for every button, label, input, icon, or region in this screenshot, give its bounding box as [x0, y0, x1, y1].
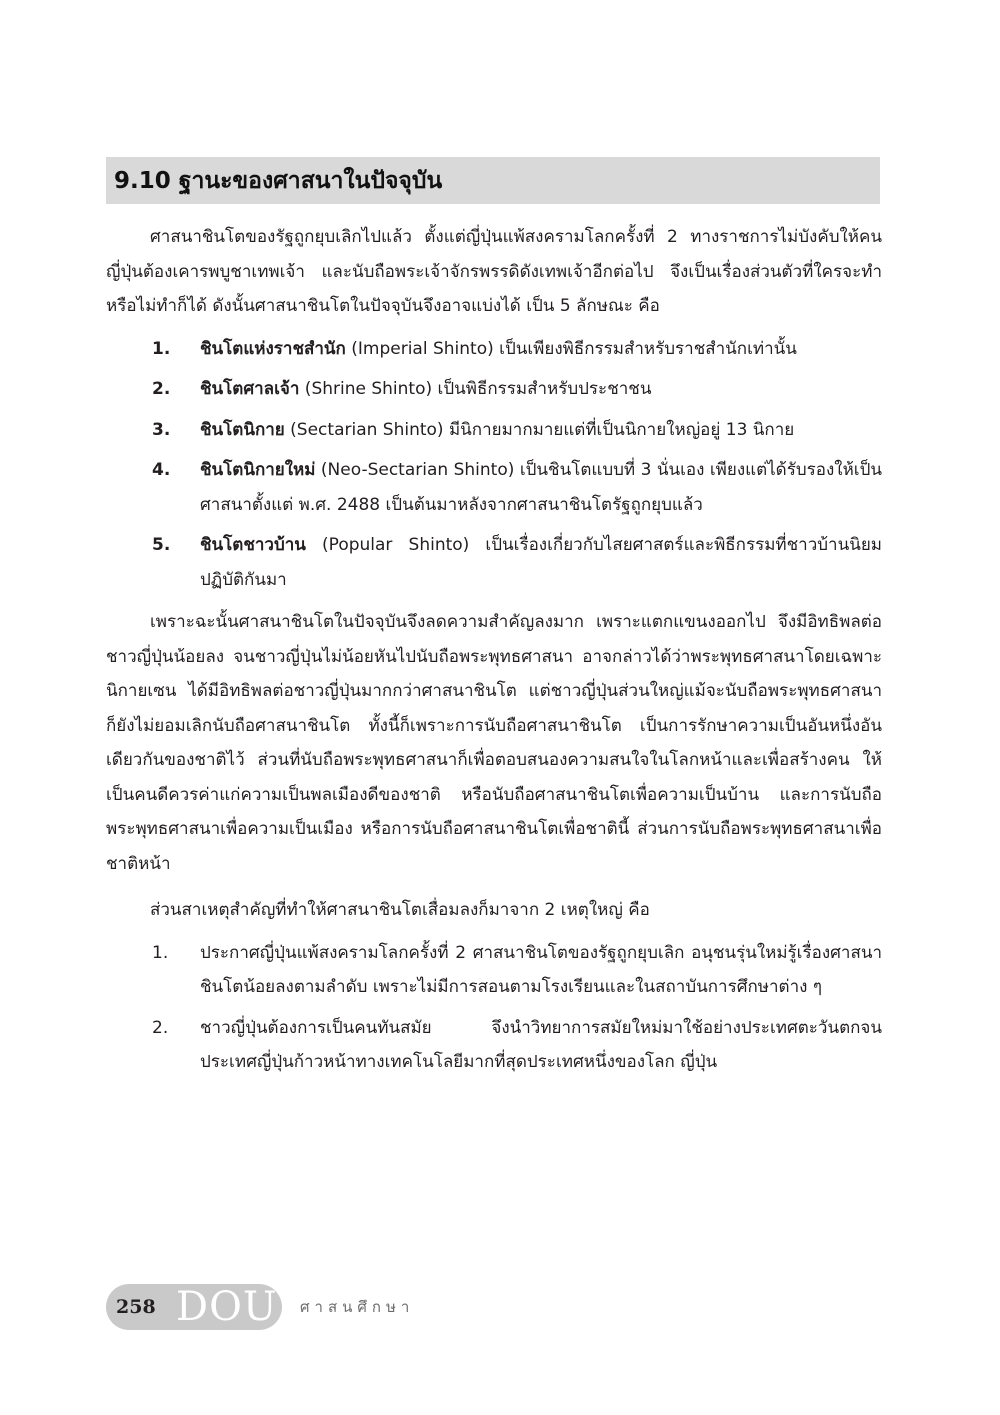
list-item-description: (Popular Shinto) เป็นเรื่องเกี่ยวกับไสยศาสตร์และพิธีกรรมที่ชาวบ้านนิยมปฏิบัติกันมา: [200, 535, 882, 590]
list-item: [106, 372, 882, 407]
list-item-number: 1.: [152, 338, 171, 359]
list-item-term: ชินโตนิกาย: [200, 419, 285, 440]
list-item-number: 5.: [152, 535, 171, 555]
course-name: ศาสนศึกษา: [300, 1298, 415, 1316]
intro-paragraph: ศาสนาชินโตของรัฐถูกยุบเลิกไปแล้ว ตั้งแต่ญี่ปุ่นแพ้สงครามโลกครั้งที่ 2 ทางราชการไม่บังคับให้คนญี่ปุ่นต้องเคารพบูชาเทพเจ้า และนับถือพระเจ้าจักรพรรดิดังเทพเจ้าอีกต่อไป จึงเป็นเรื่องส่วนตัวที่ใครจะทำหรือไม่ทำก็ได้ ดังนั้นศาสนาชินโตในปัจจุบันจึงอาจแบ่งได้ เป็น 5 ลักษณะ คือ: [106, 227, 882, 316]
list-item-number: 3.: [152, 419, 171, 440]
list-item: [106, 453, 882, 522]
list-item: [106, 1011, 882, 1080]
decline-causes-list: [106, 936, 882, 1080]
body-paragraph: เพราะฉะนั้นศาสนาชินโตในปัจจุบันจึงลดความสำคัญลงมาก เพราะแตกแขนงออกไป จึงมีอิทธิพลต่อชาวญี่ปุ่นน้อยลง จนชาวญี่ปุ่นไม่น้อยหันไปนับถือพระพุทธศาสนา อาจกล่าวได้ว่าพระพุทธศาสนาโดยเฉพาะนิกายเซน ได้มีอิทธิพลต่อชาวญี่ปุ่นมากกว่าศาสนาชินโต แต่ชาวญี่ปุ่นส่วนใหญ่แม้จะนับถือพระพุทธศาสนา ก็ยังไม่ยอมเลิกนับถือศาสนาชินโต ทั้งนี้ก็เพราะการนับถือศาสนาชินโต เป็นการรักษาความเป็นอันหนึ่งอันเดียวกันของชาติไว้ ส่วนที่นับถือพระพุทธศาสนาก็เพื่อตอบสนองความสนใจในโลกหน้าและเพื่อสร้างคน ให้เป็นคนดีควรค่าแก่ความเป็นพลเมืองดีของชาติ หรือนับถือศาสนาชินโตเพื่อความเป็นบ้าน และการนับถือพระพุทธศาสนาเพื่อความเป็นเมือง หรือการนับถือศาสนาชินโตเพื่อชาตินี้ ส่วนการนับถือพระพุทธศาสนาเพื่อชาติหน้า: [106, 612, 882, 874]
list-item-term: ชินโตชาวบ้าน: [200, 535, 306, 555]
list-item-text: ชาวญี่ปุ่นต้องการเป็นคนทันสมัย จึงนำวิทยาการสมัยใหม่มาใช้อย่างประเทศตะวันตกจนประเทศญี่ปุ่นก้าวหน้าทางเทคโนโลยีมากที่สุดประเทศหนึ่งของโลก ญี่ปุ่น: [200, 1017, 882, 1072]
list-item-description: (Imperial Shinto) เป็นเพียงพิธีกรรมสำหรับราชสำนักเท่านั้น: [345, 338, 797, 359]
list-item-number: 2.: [152, 1017, 169, 1038]
list-item-description: (Sectarian Shinto) มีนิกายมากมายแต่ที่เป็นนิกายใหญ่อยู่ 13 นิกาย: [284, 419, 795, 440]
list-item-term: ชินโตศาลเจ้า: [200, 379, 300, 399]
list-item-text: ประกาศญี่ปุ่นแพ้สงครามโลกครั้งที่ 2 ศาสนาชินโตของรัฐถูกยุบเลิก อนุชนรุ่นใหม่รู้เรื่องศาสนาชินโตน้อยลงตามลำดับ เพราะไม่มีการสอนตามโรงเรียนและในสถาบันการศึกษาต่าง ๆ: [200, 942, 882, 997]
list-item-number: 4.: [152, 460, 171, 480]
shinto-types-list: [106, 332, 882, 598]
list-item: [106, 528, 882, 597]
list-item: [106, 936, 882, 1005]
list-item: [106, 413, 882, 448]
list-item: [106, 332, 882, 367]
publisher-logo: DOU: [176, 1284, 278, 1330]
list-item-description: (Neo-Sectarian Shinto) เป็นชินโตแบบที่ 3 นั่นเอง เพียงแต่ได้รับรองให้เป็นศาสนาตั้งแต่ พ.ศ. 2488 เป็นต้นมาหลังจากศาสนาชินโตรัฐถูกยุบแล้ว: [200, 460, 882, 515]
page-number: 258: [116, 1296, 156, 1318]
list-item-number: 2.: [152, 379, 171, 399]
list-item-term: ชินโตนิกายใหม่: [200, 460, 316, 480]
page-content: [106, 220, 882, 1088]
list-item-term: ชินโตแห่งราชสำนัก: [200, 338, 346, 359]
list-item-description: (Shrine Shinto) เป็นพิธีกรรมสำหรับประชาชน: [299, 379, 652, 399]
list-item-number: 1.: [152, 942, 169, 963]
section-title: 9.10 ฐานะของศาสนาในปัจจุบัน: [114, 168, 443, 194]
causes-intro-paragraph: ส่วนสาเหตุสำคัญที่ทำให้ศาสนาชินโตเสื่อมลงก็มาจาก 2 เหตุใหญ่ คือ: [150, 900, 650, 920]
